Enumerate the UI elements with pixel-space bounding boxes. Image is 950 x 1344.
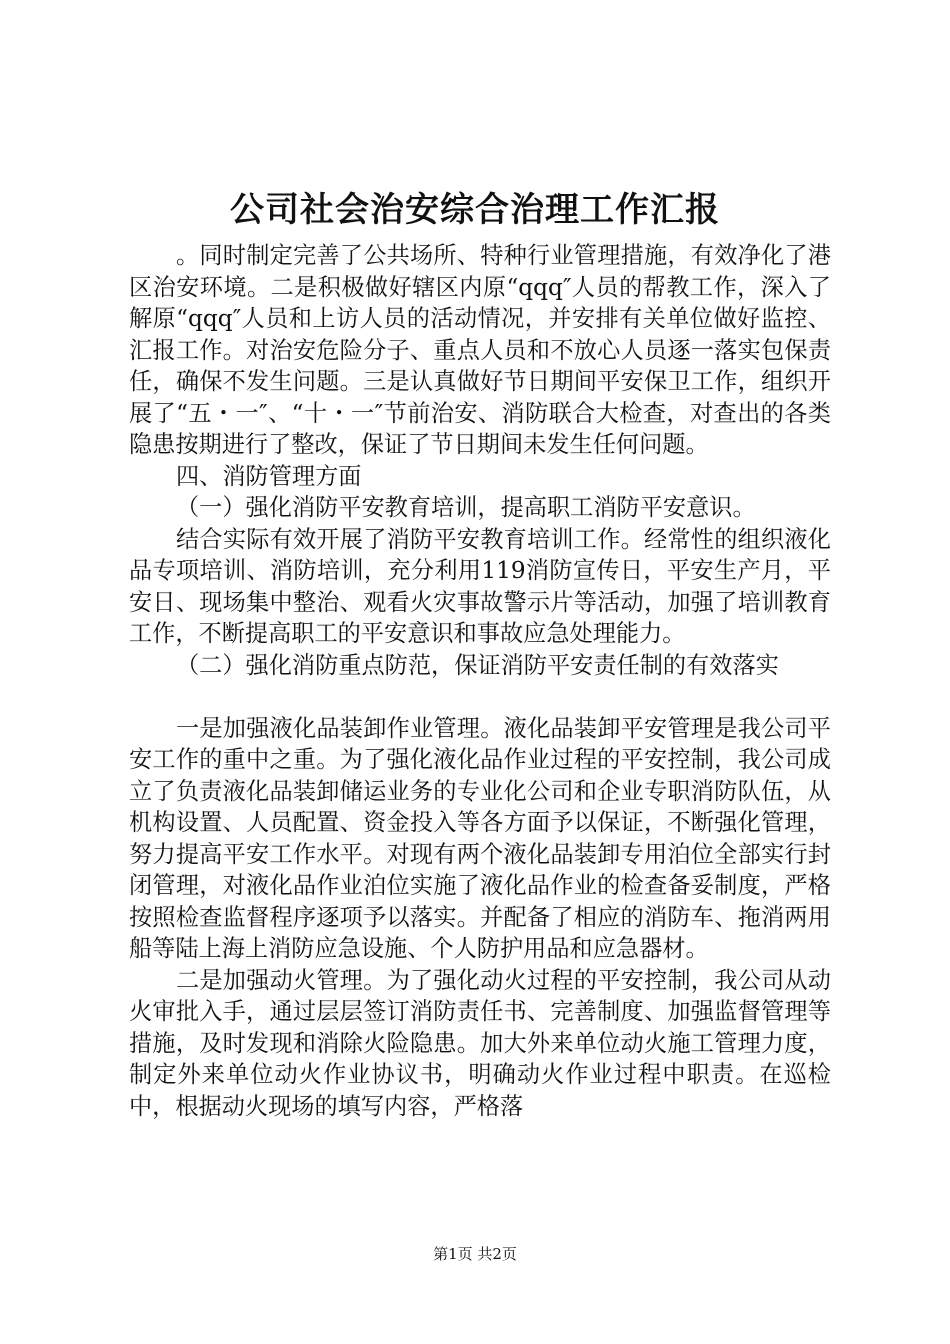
page-number-footer: 第1页 共2页 xyxy=(433,1245,517,1263)
document-title: 公司社会治安综合治理工作汇报 xyxy=(230,190,720,230)
document-body xyxy=(129,240,831,1122)
paragraph-loading-management: 一是加强液化品装卸作业管理。液化品装卸平安管理是我公司平安工作的重中之重。为了强化液化品作业过程的平安控制，我公司成立了负责液化品装卸储运业务的专业化公司和企业专职消防队伍，从机构设置、人员配置、资金投入等各方面予以保证，不断强化管理，努力提高平安工作水平。对现有两个液化品装卸专用泊位全部实行封闭管理，对液化品作业泊位实施了液化品作业的检查备妥制度，严格按照检查监督程序逐项予以落实。并配备了相应的消防车、拖消两用船等陆上海上消防应急设施、个人防护用品和应急器材。 xyxy=(129,714,831,962)
paragraph-fire-training: 结合实际有效开展了消防平安教育培训工作。经常性的组织液化品专项培训、消防培训，充分利用119消防宣传日，平安生产月，平安日、现场集中整治、观看火灾事故警示片等活动，加强了培训教育工作，不断提高职工的平安意识和事故应急处理能力。 xyxy=(129,525,831,647)
subheading-fire-training: （一）强化消防平安教育培训，提高职工消防平安意识。 xyxy=(176,494,756,521)
section-heading-fire-management: 四、消防管理方面 xyxy=(176,462,362,490)
paragraph-hot-work-management: 二是加强动火管理。为了强化动火过程的平安控制，我公司从动火审批入手，通过层层签订消防责任书、完善制度、加强监督管理等措施，及时发现和消除火险隐患。加大外来单位动火施工管理力度，制定外来单位动火作业协议书，明确动火作业过程中职责。在巡检中，根据动火现场的填写内容，严格落 xyxy=(129,966,831,1120)
subheading-fire-prevention: （二）强化消防重点防范，保证消防平安责任制的有效落实 xyxy=(176,651,779,679)
paragraph-security-work: 。同时制定完善了公共场所、特种行业管理措施，有效净化了港区治安环境。二是积极做好辖区内原“qqq″人员的帮教工作，深入了解原“qqq″人员和上访人员的活动情况，并安排有关单位做好监控、汇报工作。对治安危险分子、重点人员和不放心人员逐一落实包保责任，确保不发生问题。三是认真做好节日期间平安保卫工作，组织开展了“五・一″、“十・一″节前治安、消防联合大检查，对查出的各类隐患按期进行了整改，保证了节日期间未发生任何问题。 xyxy=(129,242,831,458)
paragraph-spacer xyxy=(129,681,831,713)
